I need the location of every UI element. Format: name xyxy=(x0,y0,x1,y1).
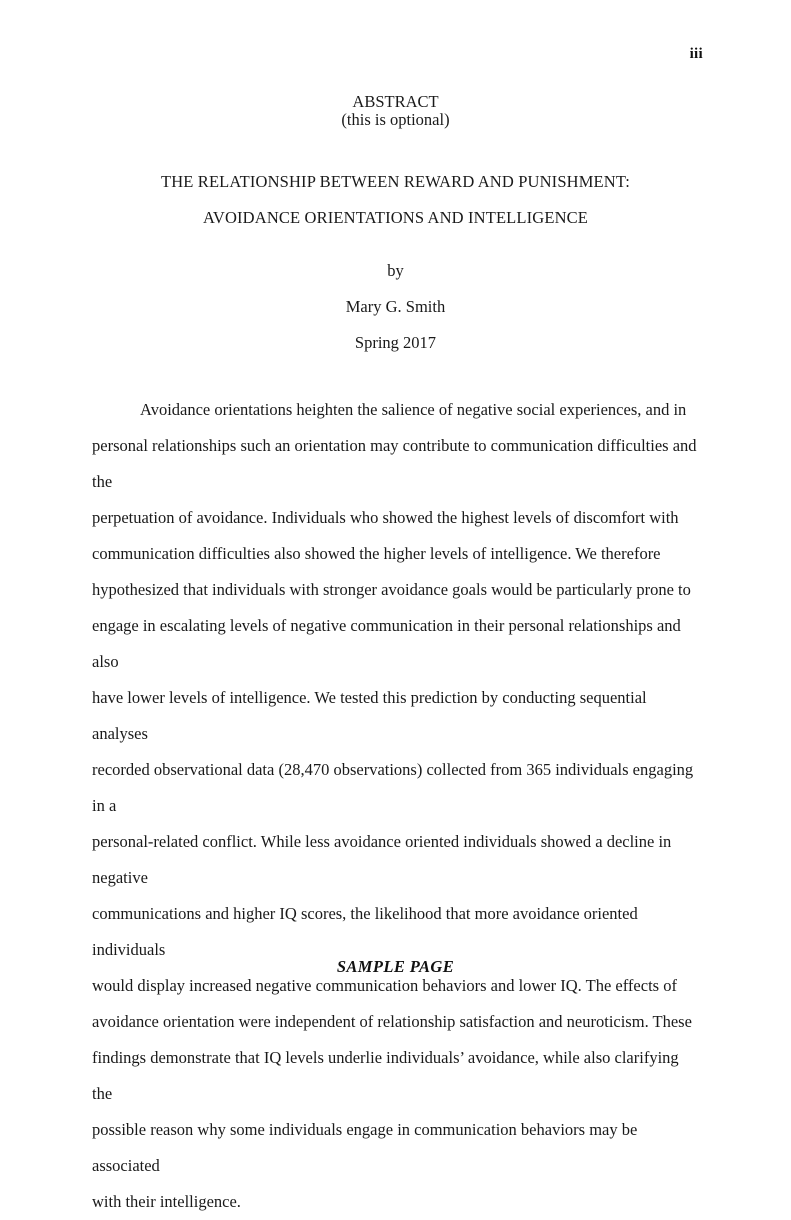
author-name: Mary G. Smith xyxy=(345,297,446,316)
abstract-line: perpetuation of avoidance. Individuals who showed the highest levels of discomfort with xyxy=(92,508,679,527)
thesis-title-line-1: THE RELATIONSHIP BETWEEN REWARD AND PUNISHMENT: xyxy=(161,172,630,191)
abstract-line: personal-related conflict. While less avoidance oriented individuals showed a decline in negative xyxy=(92,832,676,887)
abstract-line: have lower levels of intelligence. We tested this prediction by conducting sequential analyses xyxy=(92,688,651,743)
abstract-line: communication difficulties also showed the higher levels of intelligence. We therefore xyxy=(92,544,661,563)
abstract-line: engage in escalating levels of negative communication in their personal relationships and also xyxy=(92,616,685,671)
abstract-line: would display increased negative communication behaviors and lower IQ. The effects of xyxy=(92,976,677,995)
abstract-line: hypothesized that individuals with stronger avoidance goals would be particularly prone to xyxy=(92,580,691,599)
abstract-line: recorded observational data (28,470 observations) collected from 365 individuals engaging in a xyxy=(92,760,698,815)
abstract-line: communications and higher IQ scores, the likelihood that more avoidance oriented individuals xyxy=(92,904,642,959)
abstract-line: personal relationships such an orientation may contribute to communication difficulties and the xyxy=(92,436,701,491)
abstract-heading-note: (this is optional) xyxy=(341,110,450,129)
thesis-title-line-2: AVOIDANCE ORIENTATIONS AND INTELLIGENCE xyxy=(202,208,589,227)
submission-term: Spring 2017 xyxy=(354,333,437,352)
abstract-body xyxy=(92,392,700,1220)
sample-page-footer: SAMPLE PAGE xyxy=(336,957,455,976)
abstract-line: with their intelligence. xyxy=(92,1192,241,1211)
abstract-line: avoidance orientation were independent of relationship satisfaction and neuroticism. These xyxy=(92,1012,692,1031)
abstract-line: possible reason why some individuals engage in communication behaviors may be associated xyxy=(92,1120,642,1175)
page-number: iii xyxy=(689,46,703,62)
abstract-heading: ABSTRACT xyxy=(352,92,439,111)
abstract-line: findings demonstrate that IQ levels underlie individuals’ avoidance, while also clarifying the xyxy=(92,1048,683,1103)
thesis-title-block xyxy=(0,164,791,236)
abstract-line: Avoidance orientations heighten the salience of negative social experiences, and in xyxy=(140,400,687,419)
abstract-heading-block xyxy=(0,93,791,129)
by-label: by xyxy=(387,261,404,280)
author-block xyxy=(0,253,791,361)
